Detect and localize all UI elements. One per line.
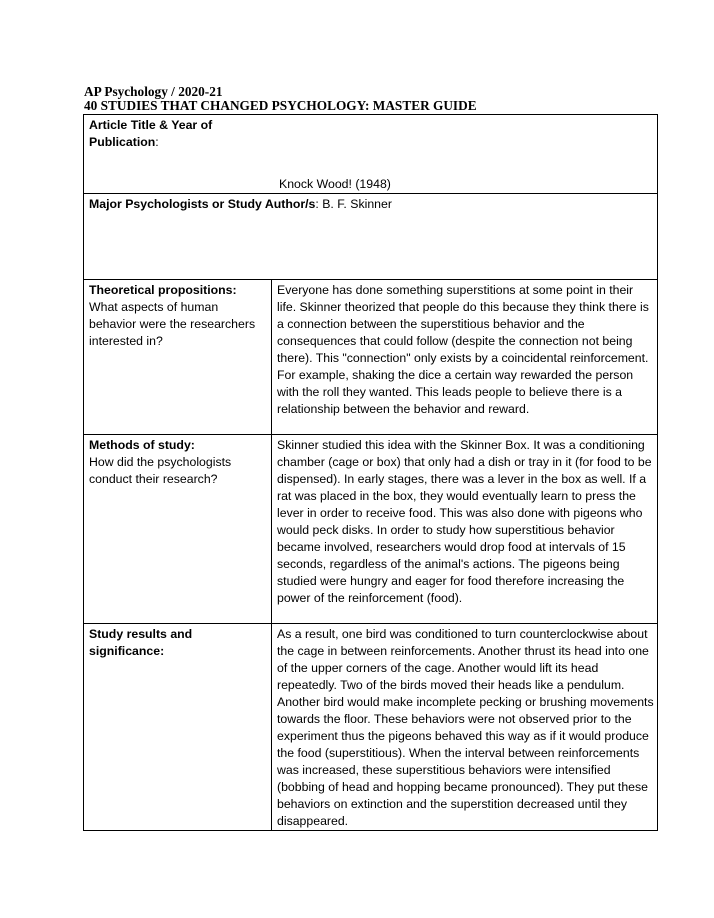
results-prompt-cell — [84, 624, 272, 831]
results-row — [84, 624, 658, 831]
article-row — [84, 115, 658, 194]
methods-prompt-cell — [84, 435, 272, 624]
authors-cell — [84, 194, 658, 280]
article-title-value: Knock Wood! (1948) — [279, 177, 391, 191]
theory-prompt-cell — [84, 280, 272, 435]
results-answer: As a result, one bird was conditioned to turn counterclockwise about the cage in between reinforcements. Another thrust its head into one of the upper corners of the cage. Another would lift its head repeatedly. Two of the birds moved their heads like a pendulum. Another bird would make incomplete pecking or brushing movements towards the floor. These behaviors were not observed prior to the experiment thus the pigeons behaved this way as if it would produce the food (superstitious). When the interval between reinforcements was increased, these superstitious behaviors were intensified (bobbing of head and hopping became pronounced). They put these behaviors on extinction and the superstition decreased until they disappeared. — [272, 624, 658, 831]
guide-title: 40 STUDIES THAT CHANGED PSYCHOLOGY: MASTER GUIDE — [84, 98, 477, 113]
document-header — [84, 85, 684, 113]
authors-row — [84, 194, 658, 280]
methods-answer: Skinner studied this idea with the Skinner Box. It was a conditioning chamber (cage or box) that only had a dish or tray in it (for food to be dispensed). In early stages, there was a lever in the box as well. If a rat was placed in the box, they would eventually learn to press the lever in order to receive food. This was also done with pigeons who would peck disks. In order to study how superstitious behavior became involved, researchers would drop food at intervals of 15 seconds, regardless of the animal's actions. The pigeons being studied were hungry and eager for food therefore increasing the power of the reinforcement (food). — [272, 435, 658, 624]
methods-question: How did the psychologists conduct their research? — [89, 455, 232, 486]
study-guide-table — [83, 114, 658, 831]
article-label-wrap — [89, 117, 229, 151]
authors-label: Major Psychologists or Study Author/s — [89, 197, 316, 211]
results-heading: Study results and significance: — [89, 627, 193, 658]
theory-answer: Everyone has done something superstitions at some point in their life. Skinner theorized that people do this because they think there is a connection between the superstitious behavior and the consequences that could follow (despite the connection not being there). This "connection" only exists by a coincidental reinforcement. For example, shaking the dice a certain way rewarded the person with the roll they wanted. This leads people to believe there is a relationship between the behavior and reward. — [272, 280, 658, 435]
methods-row — [84, 435, 658, 624]
article-colon: : — [155, 135, 159, 149]
theory-row — [84, 280, 658, 435]
article-label: Article Title & Year of Publication — [89, 118, 213, 149]
course-line: AP Psychology / 2020-21 — [84, 84, 223, 99]
authors-value: : B. F. Skinner — [315, 197, 392, 211]
theory-heading: Theoretical propositions: — [89, 283, 237, 297]
theory-question: What aspects of human behavior were the researchers interested in? — [89, 300, 256, 348]
methods-heading: Methods of study: — [89, 438, 195, 452]
article-cell — [84, 115, 658, 194]
